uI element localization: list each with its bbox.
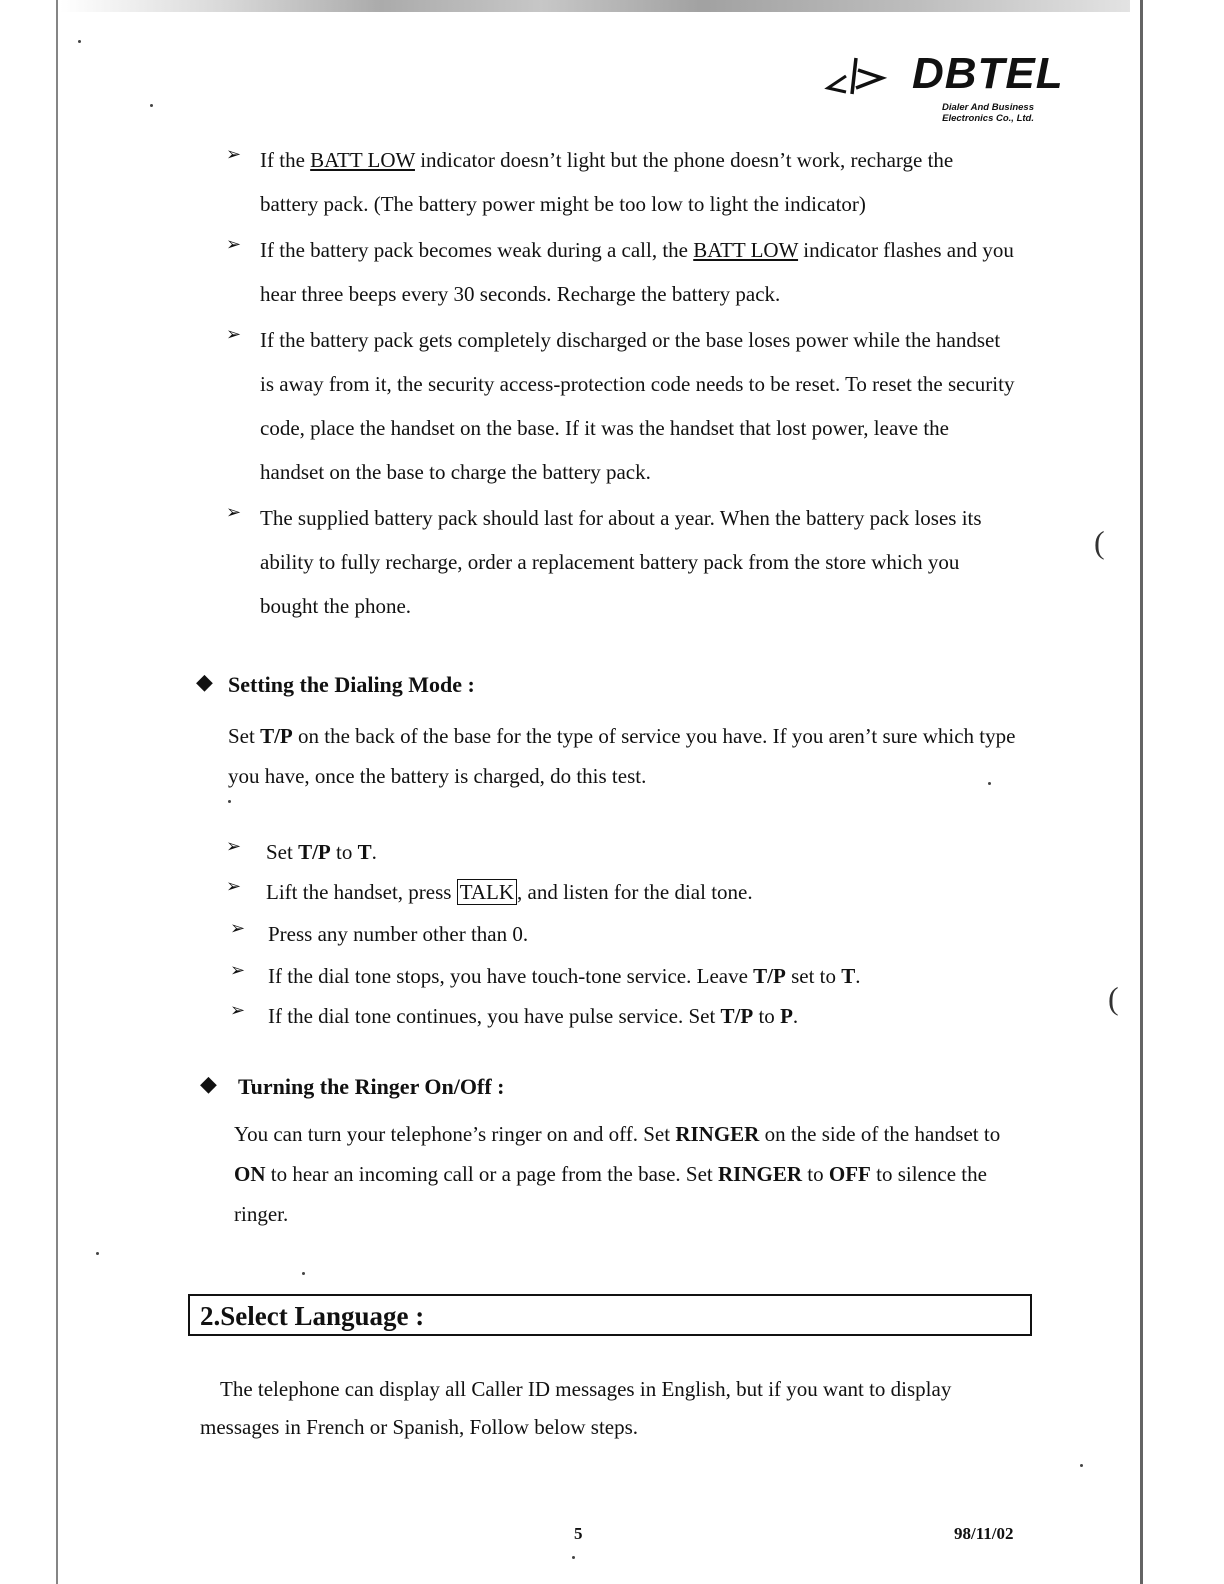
dialing-mode-heading: Setting the Dialing Mode : <box>228 672 475 697</box>
brand-name: DBTEL <box>912 49 1064 98</box>
company-logo <box>822 46 1064 138</box>
select-language-body: The telephone can display all Caller ID messages in English, but if you want to display messages in French or Spanish, Follow below steps. <box>200 1377 952 1439</box>
arrow-bullet-icon: ➢ <box>226 502 242 523</box>
speck <box>150 104 153 107</box>
arrow-bullet-icon: ➢ <box>226 144 242 165</box>
select-language-box <box>188 1294 1032 1336</box>
dialing-mode-intro: Set T/P on the back of the base for the type of service you have. If you aren’t sure which type you have, once the battery is charged, do this test. <box>228 724 1016 788</box>
arrow-bullet-icon: ➢ <box>226 876 242 897</box>
brand-tagline-1: Dialer And Business <box>941 102 1034 113</box>
batt-low-term: BATT LOW <box>693 238 799 262</box>
punch-hole-mark: ( <box>1108 980 1119 1016</box>
talk-key: TALK <box>457 879 517 905</box>
ringer-heading: Turning the Ringer On/Off : <box>238 1074 505 1099</box>
battery-note-3-text: If the battery pack gets completely discharged or the base loses power while the handset is away from it, the security access-protection code needs to be reset. To reset the security code, place the handset on the base. If it was the handset that lost power, leave the handset on the base to charge the battery pack. <box>260 328 1015 484</box>
arrow-bullet-icon: ➢ <box>230 918 246 939</box>
diamond-bullet-icon: ◆ <box>200 1072 217 1097</box>
arrow-bullet-icon: ➢ <box>226 234 242 255</box>
arrow-bullet-icon: ➢ <box>230 1000 246 1021</box>
select-language-title: 2.Select Language : <box>200 1301 425 1331</box>
battery-note-2-text: If the battery pack becomes weak during a call, the BATT LOW indicator flashes and you hear three beeps every 30 seconds. Recharge the battery pack. <box>260 238 1014 306</box>
page-number: 5 <box>574 1524 583 1543</box>
speck <box>988 782 991 785</box>
speck <box>78 40 81 43</box>
speck <box>228 800 231 803</box>
scan-right-edge <box>1140 0 1143 1584</box>
logo-mark-icon <box>822 54 900 98</box>
batt-low-term: BATT LOW <box>310 148 415 172</box>
speck <box>96 1252 99 1255</box>
arrow-bullet-icon: ➢ <box>230 960 246 981</box>
arrow-bullet-icon: ➢ <box>226 324 242 345</box>
scan-top-edge <box>60 0 1130 12</box>
arrow-bullet-icon: ➢ <box>226 836 242 857</box>
brand-tagline-2: Electronics Co., Ltd. <box>942 113 1034 124</box>
battery-note-4-text: The supplied battery pack should last for about a year. When the battery pack loses its ability to fully recharge, order a replacement battery pack from the store which you bought the phone. <box>260 506 982 618</box>
speck <box>1080 1464 1083 1467</box>
punch-hole-mark: ( <box>1094 524 1105 560</box>
scan-left-edge <box>56 0 58 1584</box>
diamond-bullet-icon: ◆ <box>196 670 213 695</box>
speck <box>302 1272 305 1275</box>
battery-note-1-text: If the BATT LOW indicator doesn’t light but the phone doesn’t work, recharge the battery pack. (The battery power might be too low to light the indicator) <box>260 148 954 216</box>
document-date: 98/11/02 <box>954 1524 1014 1543</box>
ringer-paragraph: You can turn your telephone’s ringer on and off. Set RINGER on the side of the handset to ON to hear an incoming call or a page from the base. Set RINGER to OFF to silence the ringer. <box>234 1122 1001 1226</box>
speck <box>572 1556 575 1559</box>
